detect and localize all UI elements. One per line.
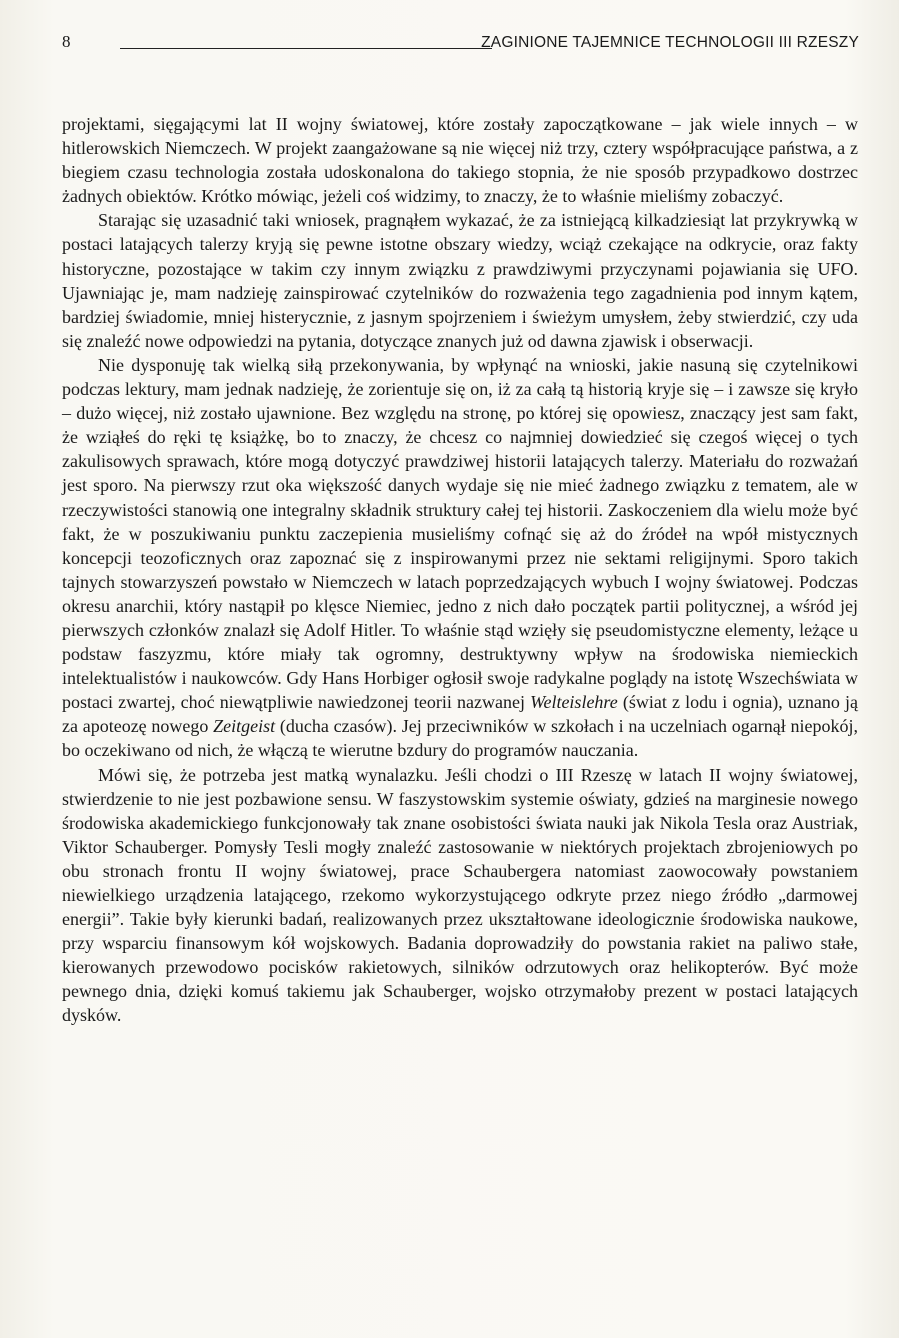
- page-number: 8: [62, 32, 71, 51]
- paragraph-2-text: Starając się uzasadnić taki wniosek, pragnąłem wykazać, że za istniejącą kilkadziesiąt lat przykrywką w postaci latających talerzy kryją się pewne istotne obszary wiedzy, wciąż czekające na odkrycie, oraz fakty historyczne, pozostające w takim czy innym związku z prawdziwymi przyczynami pojawiania się UFO. Ujawniając je, mam nadzieję zainspirować czytelników do rozważenia tego zagadnienia pod innym kątem, bardziej świadomie, mniej histerycznie, z jasnym spojrzeniem i świeżym umysłem, żeby stwierdzić, czy uda się znaleźć nowe odpowiedzi na pytania, dotyczące znanych już od dawna zjawisk i obserwacji.: [62, 210, 858, 351]
- paragraph-1: [62, 112, 858, 208]
- paragraph-3-text-c: (ducha czasów). Jej przeciwników w szkołach i na uczelniach ogarnął niepokój, bo oczekiwano od nich, że włączą te wierutne bzdury do programów nauczania.: [62, 716, 858, 761]
- header-rule: [120, 48, 492, 49]
- term-zeitgeist: Zeitgeist: [213, 716, 276, 737]
- paragraph-3-text-a: Nie dysponuję tak wielką siłą przekonywania, by wpłynąć na wnioski, jakie nasuną się czytelnikowi podczas lektury, mam jednak nadzieję, że zorientuje się on, iż za całą tą historią kryje się – i zawsze się kryło – dużo więcej, niż zostało ujawnione. Bez względu na stronę, po której się opowiesz, znaczący jest sam fakt, że wziąłeś do ręki tę książkę, bo to znaczy, że chcesz co najmniej dowiedzieć się czegoś więcej o tych zakulisowych sprawach, które mogą dotyczyć prawdziwej historii latających talerzy. Materiału do rozważań jest sporo. Na pierwszy rzut oka większość danych wydaje się nie mieć żadnego związku z tematem, ale w rzeczywistości stanowią one integralny składnik struktury całej tej historii. Zaskoczeniem dla wielu może być fakt, że w poszukiwaniu punktu zaczepienia musieliśmy cofnąć się aż do źródeł na wpół mistycznych koncepcji teozoficznych oraz zapoznać się z inspirowanymi przez nie sektami religijnymi. Sporo takich tajnych stowarzyszeń powstało w Niemczech w latach poprzedzających wybuch I wojny światowej. Podczas okresu anarchii, który nastąpił po klęsce Niemiec, jedno z nich dało początek partii politycznej, a wśród jej pierwszych członków znalazł się Adolf Hitler. To właśnie stąd wzięły się pseudomistyczne elementy, leżące u podstaw faszyzmu, które miały tak ogromny, destruktywny wpływ na środowiska niemieckich intelektualistów i naukowców. Gdy Hans Horbiger ogłosił swoje radykalne poglądy na istotę Wszechświata w postaci zwartej, choć niewątpliwie nawiedzonej teorii nazwanej: [62, 354, 858, 713]
- paragraph-4: [62, 763, 858, 1028]
- body-text: [62, 112, 858, 1028]
- paragraph-1-text: projektami, sięgającymi lat II wojny światowej, które zostały zapoczątkowane – jak wiele innych – w hitlerowskich Niemczech. W projekt zaangażowane są nie więcej niż trzy, cztery współpracujące państwa, a z biegiem czasu technologia została udoskonalona do takiego stopnia, że nie sposób przypadkowo dostrzec żadnych obiektów. Krótko mówiąc, jeżeli coś widzimy, to znaczy, że to właśnie mieliśmy zobaczyć.: [62, 114, 858, 207]
- paragraph-4-text: Mówi się, że potrzeba jest matką wynalazku. Jeśli chodzi o III Rzeszę w latach II wojny światowej, stwierdzenie to nie jest pozbawione sensu. W faszystowskim systemie oświaty, gdzieś na marginesie nowego środowiska akademickiego funkcjonowały tak znane osobistości świata nauki jak Nikola Tesla oraz Austriak, Viktor Schauberger. Pomysły Tesli mogły znaleźć zastosowanie w niektórych projektach zbrojeniowych po obu stronach frontu II wojny światowej, prace Schaubergera natomiast zaowocowały powstaniem niewielkiego urządzenia latającego, rzekomo wykorzystującego odkryte przez niego źródło „darmowej energii”. Takie były kierunki badań, realizowanych przez ukształtowane ideologicznie środowiska naukowe, przy wsparciu finansowym kół wojskowych. Badania doprowadziły do powstania rakiet na paliwo stałe, kierowanych przewodowo pocisków rakietowych, silników odrzutowych oraz helikopterów. Być może pewnego dnia, dzięki komuś takiemu jak Schauberger, wojsko otrzymałoby prezent w postaci latających dysków.: [62, 764, 858, 1026]
- page-header: [62, 32, 859, 56]
- paragraph-2: [62, 208, 858, 353]
- term-welteislehre: Welteislehre: [530, 692, 618, 713]
- running-title: ZAGINIONE TAJEMNICE TECHNOLOGII III RZESZY: [481, 34, 859, 51]
- paragraph-3-text-b: (świat z lodu i ognia), uznano ją za apoteozę nowego: [62, 692, 858, 737]
- paragraph-3: [62, 353, 858, 763]
